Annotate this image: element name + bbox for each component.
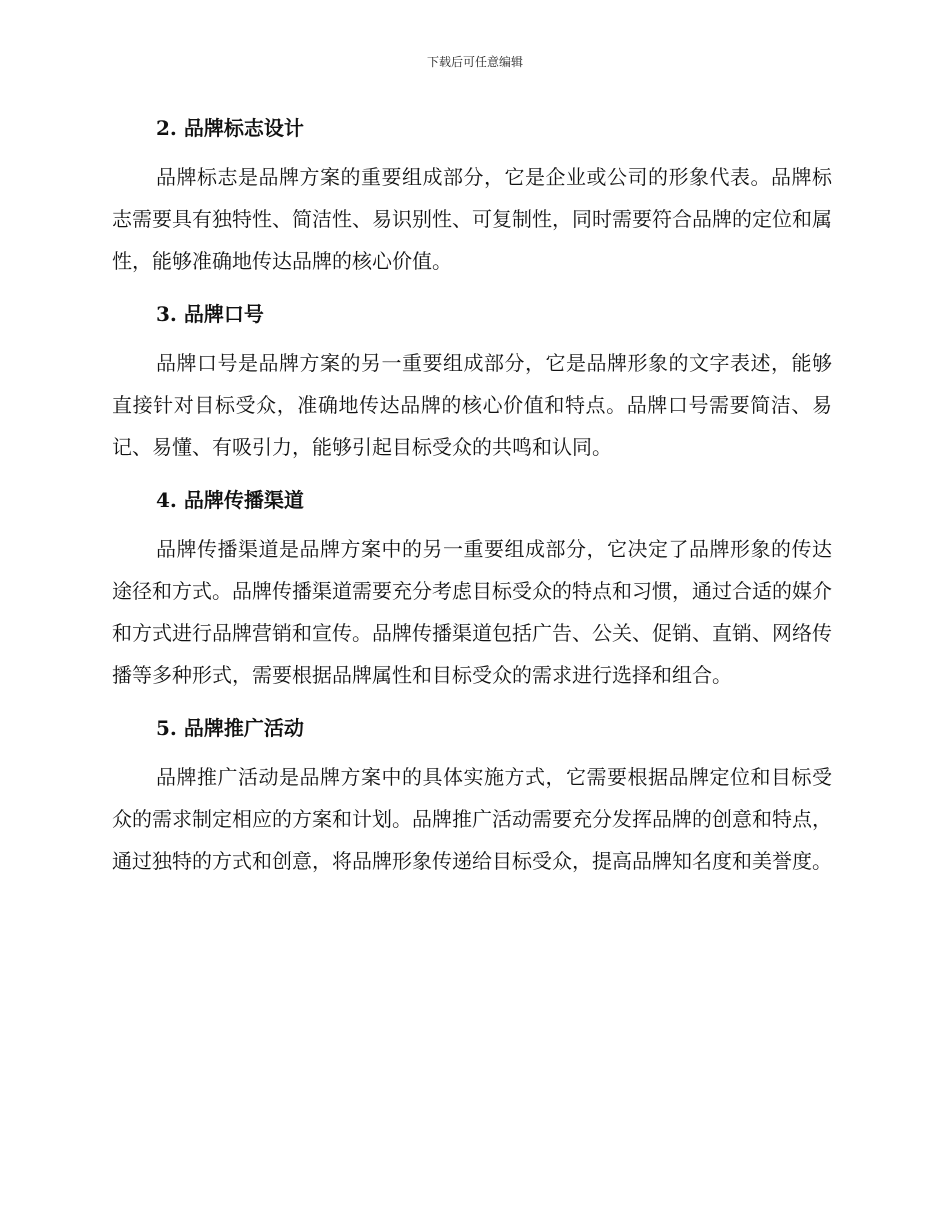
section-brand-slogan — [112, 292, 832, 468]
section-heading: 2. 品牌标志设计 — [156, 116, 304, 140]
section-brand-channels — [112, 478, 832, 696]
section-heading: 3. 品牌口号 — [156, 302, 264, 326]
section-brand-logo-design — [112, 106, 832, 282]
document-body — [112, 106, 832, 892]
section-paragraph: 品牌传播渠道是品牌方案中的另一重要组成部分，它决定了品牌形象的传达途径和方式。品牌传播渠道需要充分考虑目标受众的特点和习惯，通过合适的媒介和方式进行品牌营销和宣传。品牌传播渠道包括广告、公关、促销、直销、网络传播等多种形式，需要根据品牌属性和目标受众的需求进行选择和组合。 — [112, 537, 832, 687]
section-paragraph: 品牌口号是品牌方案的另一重要组成部分，它是品牌形象的文字表述，能够直接针对目标受众，准确地传达品牌的核心价值和特点。品牌口号需要简洁、易记、易懂、有吸引力，能够引起目标受众的共鸣和认同。 — [112, 351, 832, 459]
section-brand-promotion — [112, 706, 832, 882]
section-heading: 5. 品牌推广活动 — [156, 716, 304, 740]
page-header: 下载后可任意编辑 — [426, 55, 523, 69]
section-heading: 4. 品牌传播渠道 — [156, 488, 304, 512]
section-paragraph: 品牌标志是品牌方案的重要组成部分，它是企业或公司的形象代表。品牌标志需要具有独特性、简洁性、易识别性、可复制性，同时需要符合品牌的定位和属性，能够准确地传达品牌的核心价值。 — [112, 165, 832, 273]
section-paragraph: 品牌推广活动是品牌方案中的具体实施方式，它需要根据品牌定位和目标受众的需求制定相应的方案和计划。品牌推广活动需要充分发挥品牌的创意和特点，通过独特的方式和创意，将品牌形象传递给目标受众，提高品牌知名度和美誉度。 — [112, 765, 832, 873]
